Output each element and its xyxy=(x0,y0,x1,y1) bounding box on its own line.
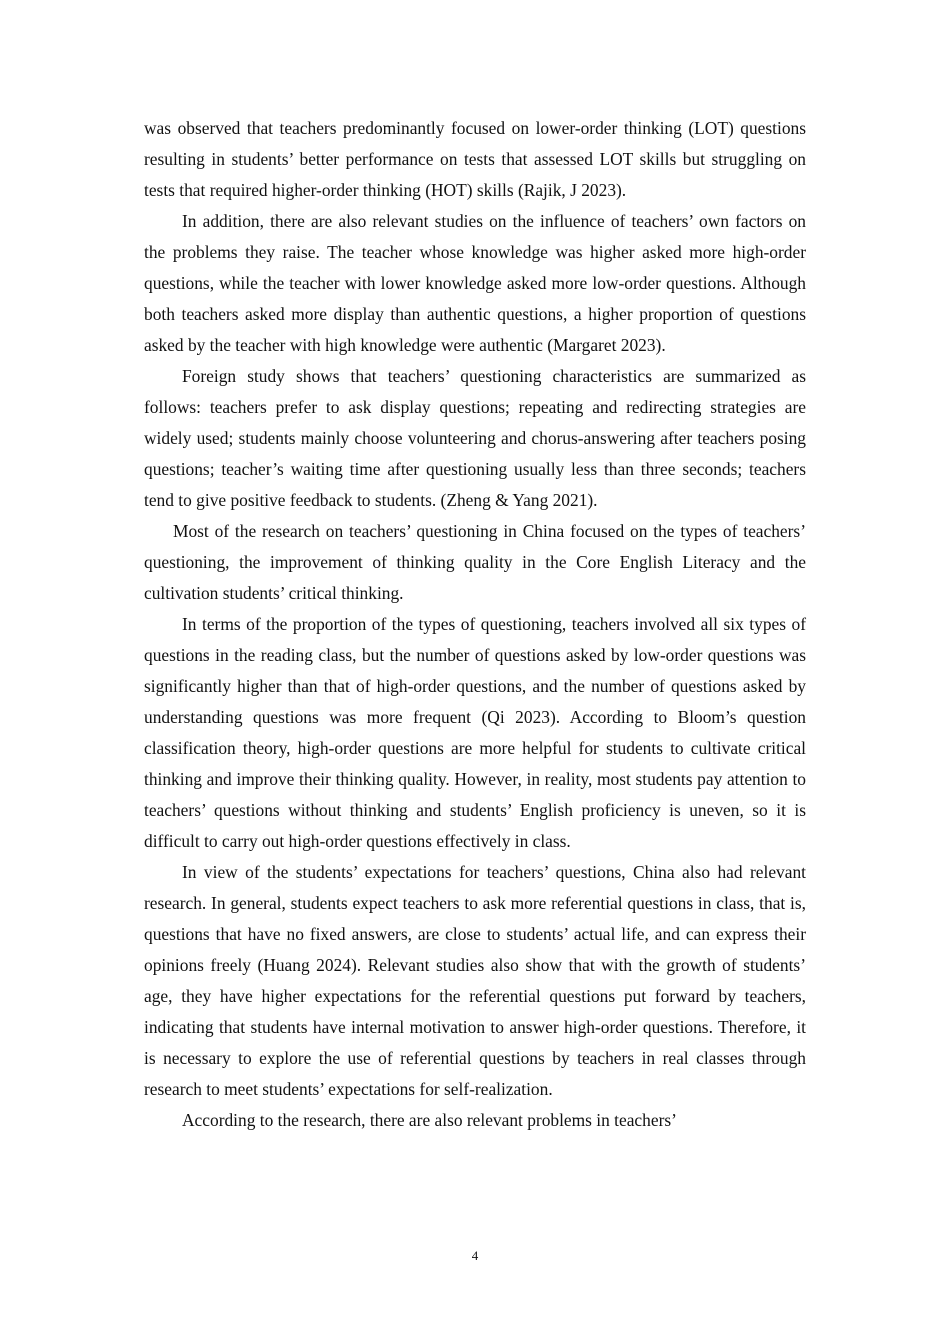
document-body xyxy=(144,113,806,1136)
paragraph-foreign-study: Foreign study shows that teachers’ questioning characteristics are summarized as follows: teachers prefer to ask display questions; repeating and redirecting strategies are widely used; students mainly choose volunteering and chorus-answering after teachers posing questions; teacher’s waiting time after questioning usually less than three seconds; teachers tend to give positive feedback to students. (Zheng & Yang 2021). xyxy=(144,366,806,510)
page-number: 4 xyxy=(471,1248,479,1263)
paragraph-teacher-factors: In addition, there are also relevant studies on the influence of teachers’ own factors on the problems they raise. The teacher whose knowledge was higher asked more high-order questions, while the teacher with lower knowledge asked more low-order questions. Although both teachers asked more display than authentic questions, a higher proportion of questions asked by the teacher with high knowledge were authentic (Margaret 2023). xyxy=(144,211,806,355)
paragraph-continued: was observed that teachers predominantly focused on lower-order thinking (LOT) questions resulting in students’ better performance on tests that assessed LOT skills but struggling on tests that required higher-order thinking (HOT) skills (Rajik, J 2023). xyxy=(144,118,806,200)
paragraph-relevant-problems: According to the research, there are also relevant problems in teachers’ xyxy=(182,1110,677,1130)
paragraph-question-types: In terms of the proportion of the types of questioning, teachers involved all six types of questions in the reading class, but the number of questions asked by low-order questions was significantly higher than that of high-order questions, and the number of questions asked by understanding questions was more frequent (Qi 2023). According to Bloom’s question classification theory, high-order questions are more helpful for students to cultivate critical thinking and improve their thinking quality. However, in reality, most students pay attention to teachers’ questions without thinking and students’ English proficiency is uneven, so it is difficult to carry out high-order questions effectively in class. xyxy=(144,614,806,851)
paragraph-student-expectations: In view of the students’ expectations for teachers’ questions, China also had relevant research. In general, students expect teachers to ask more referential questions in class, that is, questions that have no fixed answers, are close to students’ actual life, and can express their opinions freely (Huang 2024). Relevant studies also show that with the growth of students’ age, they have higher expectations for the referential questions put forward by teachers, indicating that students have internal motivation to answer high-order questions. Therefore, it is necessary to explore the use of referential questions by teachers in real classes through research to meet students’ expectations for self-realization. xyxy=(144,862,806,1099)
paragraph-china-research: Most of the research on teachers’ questioning in China focused on the types of teachers’ questioning, the improvement of thinking quality in the Core English Literacy and the cultivation students’ critical thinking. xyxy=(144,521,806,603)
